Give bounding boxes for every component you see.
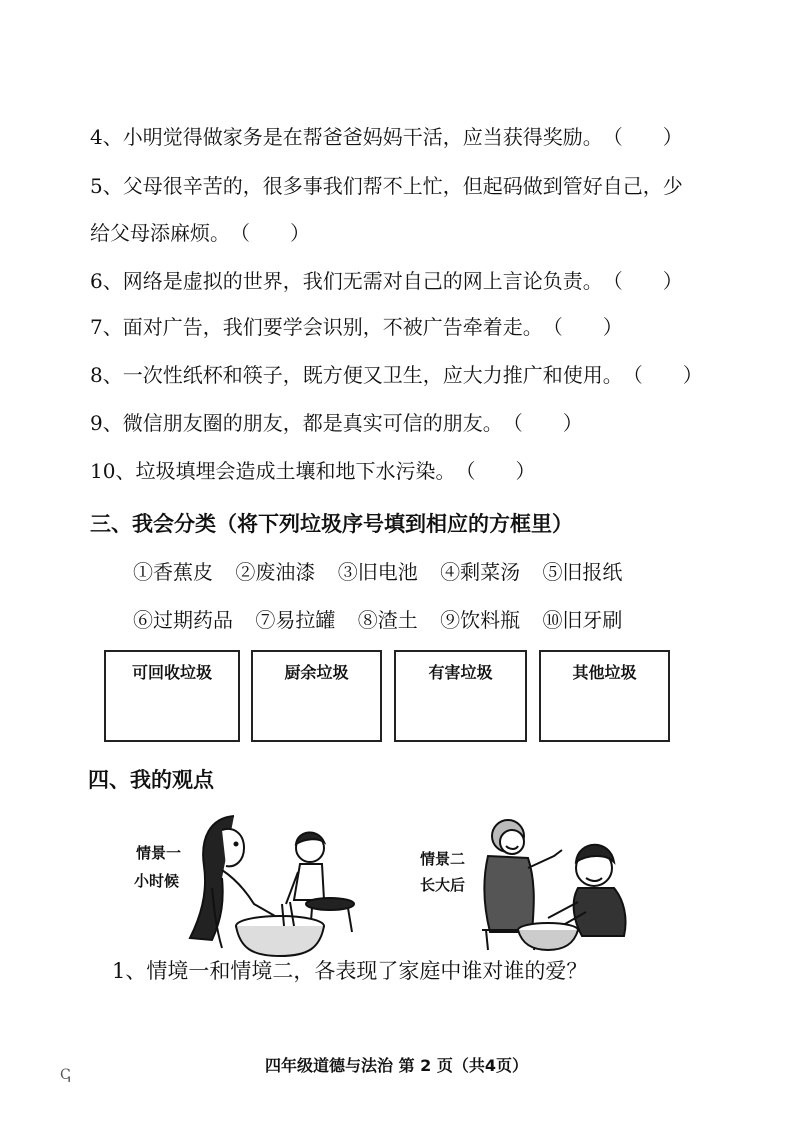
box-label: 其他垃圾 [572,663,637,682]
corner-mark: ↅ [60,1067,71,1083]
waste-item: ③旧电池 [337,560,418,584]
question-text: 8、一次性纸杯和筷子，既方便又卫生，应大力推广和使用。 [90,363,623,387]
box-label: 有害垃圾 [428,663,493,682]
other-waste-box[interactable] [539,650,670,742]
waste-items-row-1 [133,556,638,585]
scene-2-illustration [478,812,670,952]
question-text: 给父母添麻烦。 [90,221,230,245]
box-label: 厨余垃圾 [284,663,349,682]
section-3-title: 三、我会分类（将下列垃圾序号填到相应的方框里） [90,512,573,536]
kitchen-waste-box[interactable] [251,650,382,742]
waste-item: ②废油漆 [235,560,316,584]
waste-item: ⑥过期药品 [133,608,233,632]
hazardous-box[interactable] [394,650,527,742]
scene-1-caption: 小时候 [134,872,180,890]
answer-blank[interactable]: （ ） [502,411,583,435]
question-10 [90,458,536,484]
page-footer: 四年级道德与法治 第 2 页（共4页） [265,1056,528,1075]
question-9 [90,410,583,436]
question-6 [90,268,683,294]
question-8 [90,362,703,388]
question-text: 7、面对广告，我们要学会识别，不被广告牵着走。 [90,315,543,339]
scene-1-illustration [182,808,362,960]
waste-items-row-2 [133,604,638,633]
question-4 [90,124,683,150]
scene-2-name: 情景二 [420,850,466,868]
answer-blank[interactable]: （ ） [602,269,683,293]
question-5-continued [90,220,310,246]
answer-blank[interactable]: （ ） [455,459,536,483]
question-7 [90,314,623,340]
answer-blank[interactable]: （ ） [622,363,703,387]
recyclable-box[interactable] [104,650,240,742]
waste-item: ⑦易拉罐 [255,608,336,632]
waste-item: ⑨饮料瓶 [440,608,521,632]
scene-1-name: 情景一 [136,844,182,862]
answer-blank[interactable]: （ ） [230,221,310,245]
scene-2-caption: 长大后 [420,876,466,894]
waste-item: ⑩旧牙刷 [542,608,623,632]
question-text: 4、小明觉得做家务是在帮爸爸妈妈干活，应当获得奖励。 [90,125,603,149]
question-text: 5、父母很辛苦的，很多事我们帮不上忙，但起码做到管好自己，少 [90,174,683,198]
answer-blank[interactable]: （ ） [602,125,683,149]
waste-item: ⑧渣土 [357,608,418,632]
waste-item: ①香蕉皮 [133,560,213,584]
box-label: 可回收垃圾 [131,663,212,682]
answer-blank[interactable]: （ ） [542,315,623,339]
waste-item: ④剩菜汤 [440,560,521,584]
waste-item: ⑤旧报纸 [542,560,623,584]
section-4-question-1: 1、情境一和情境二，各表现了家庭中谁对谁的爱？ [112,959,588,983]
question-text: 9、微信朋友圈的朋友，都是真实可信的朋友。 [90,411,503,435]
section-4-title: 四、我的观点 [88,768,214,792]
question-text: 10、垃圾填埋会造成土壤和地下水污染。 [90,459,456,483]
question-text: 6、网络是虚拟的世界，我们无需对自己的网上言论负责。 [90,269,603,293]
question-5 [90,173,683,199]
